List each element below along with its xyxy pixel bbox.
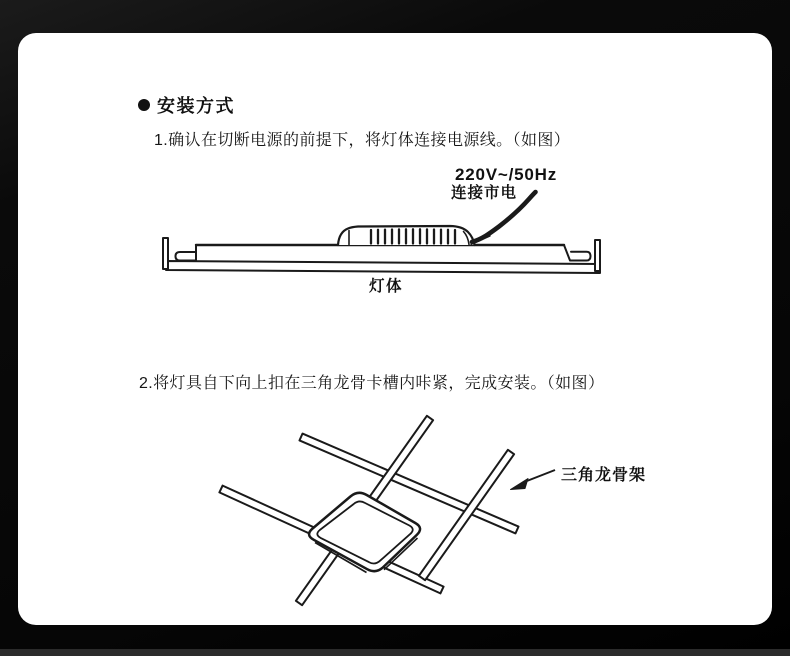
keel-rail	[419, 450, 514, 580]
step-2-text: 2.将灯具自下向上扣在三角龙骨卡槽内咔紧，完成安装。（如图）	[139, 375, 605, 392]
lamp-right-clip	[564, 245, 591, 261]
keel-grid-figure	[198, 413, 678, 633]
mains-label: 连接市电	[451, 184, 518, 202]
bottom-edge-strip	[0, 649, 790, 656]
lamp-left-clip	[176, 245, 197, 261]
lamp-left-end-plate	[163, 238, 168, 269]
voltage-label: 220V~/50Hz	[455, 165, 558, 184]
keel-arrow-head	[511, 479, 529, 490]
keel-label: 三角龙骨架	[561, 467, 647, 484]
bullet-icon	[138, 99, 150, 111]
step-1-text: 1.确认在切断电源的前提下，将灯体连接电源线。（如图）	[154, 132, 571, 149]
lamp-bottom-band	[166, 261, 600, 273]
lamp-body-label: 灯体	[369, 278, 404, 295]
lamp-side-view-figure	[148, 153, 628, 303]
lamp-right-end-plate	[595, 240, 600, 271]
manual-page	[18, 33, 772, 625]
section-title: 安装方式	[157, 96, 235, 116]
section-heading	[138, 92, 235, 118]
